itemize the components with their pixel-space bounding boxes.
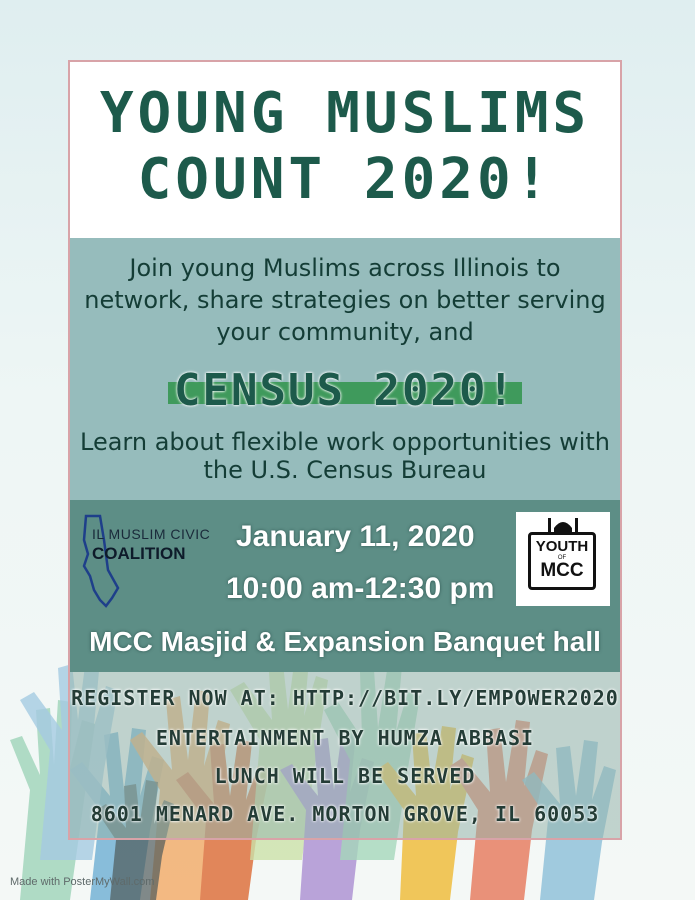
title-panel xyxy=(70,62,620,240)
il-logo-line2: COALITION xyxy=(92,544,186,563)
register-text: REGISTER NOW AT: HTTP://BIT.LY/EMPOWER2020 xyxy=(71,686,619,710)
address-text: 8601 MENARD AVE. MORTON GROVE, IL 60053 xyxy=(90,802,600,826)
census-heading: CENSUS 2020! xyxy=(174,365,516,416)
poster-title-line2: COUNT 2020! xyxy=(137,147,553,212)
youth-logo-of: OF xyxy=(557,555,567,561)
learn-text: Learn about flexible work opportunities with the U.S. Census Bureau xyxy=(80,428,611,484)
poster-title-line1: YOUNG MUSLIMS xyxy=(99,81,591,146)
details-panel xyxy=(70,672,620,838)
event-venue: MCC Masjid & Expansion Banquet hall xyxy=(89,626,601,657)
entertainment-text: ENTERTAINMENT BY HUMZA ABBASI xyxy=(155,726,535,750)
youth-badge xyxy=(528,532,596,590)
youth-logo-word: YOUTH xyxy=(535,538,589,555)
lunch-text: LUNCH WILL BE SERVED xyxy=(214,764,476,788)
youth-logo-mcc: MCC xyxy=(540,560,584,581)
join-text: Join young Muslims across Illinois to network, share strategies on better serving your community, and xyxy=(84,254,606,346)
event-time: 10:00 am-12:30 pm xyxy=(226,572,495,605)
youth-of-mcc-logo xyxy=(516,512,610,606)
event-date: January 11, 2020 xyxy=(236,520,475,553)
poster-frame xyxy=(68,60,622,840)
il-logo-line1: IL MUSLIM CIVIC xyxy=(92,526,211,542)
info-panel xyxy=(70,238,620,500)
made-with-credit: Made with PosterMyWall.com xyxy=(10,876,155,888)
event-panel xyxy=(70,500,620,672)
il-muslim-civic-coalition-logo xyxy=(78,510,228,610)
